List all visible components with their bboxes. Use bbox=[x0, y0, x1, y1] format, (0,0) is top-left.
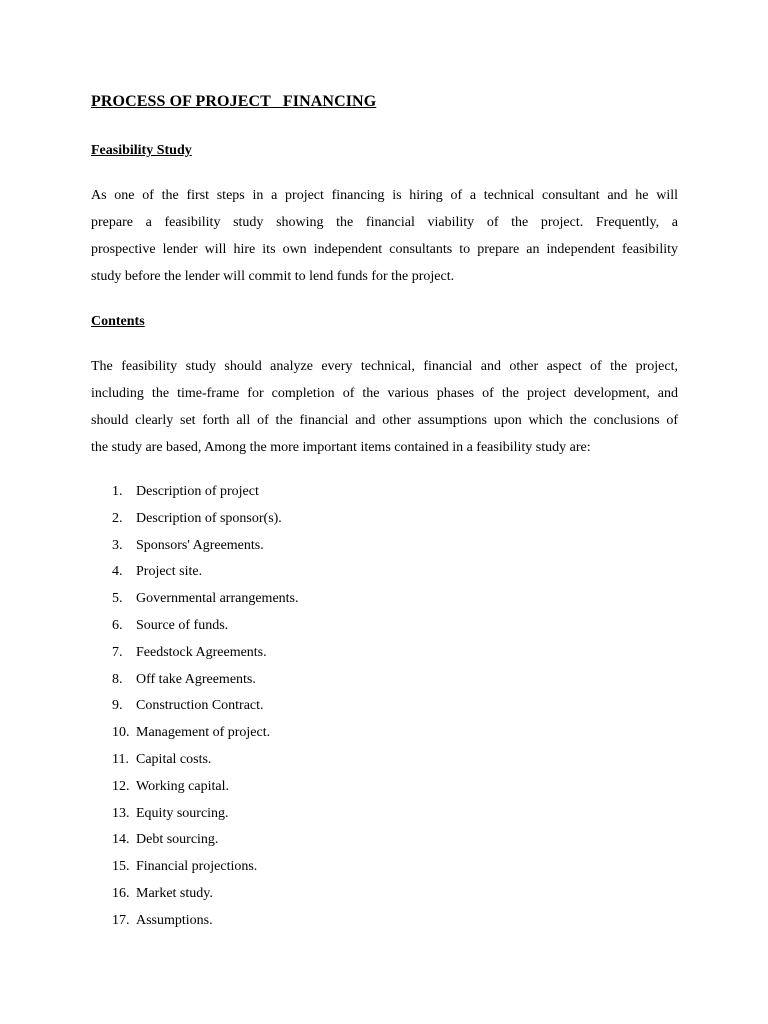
list-item bbox=[112, 723, 299, 750]
item-text: Construction Contract. bbox=[136, 698, 264, 714]
list-item bbox=[112, 804, 299, 831]
paragraph-line: including the time-frame for completion of the various phases of the project development, and bbox=[91, 386, 678, 401]
page-title: PROCESS OF PROJECT FINANCING bbox=[91, 93, 377, 110]
paragraph-line: The feasibility study should analyze every technical, financial and other aspect of the project, bbox=[91, 359, 678, 374]
list-item bbox=[112, 562, 299, 589]
item-number: 4. bbox=[112, 564, 123, 580]
item-number: 13. bbox=[112, 805, 130, 821]
section-heading-contents: Contents bbox=[91, 314, 145, 329]
item-text: Debt sourcing. bbox=[136, 832, 219, 848]
feasibility-study-paragraph bbox=[91, 185, 678, 293]
contents-paragraph bbox=[91, 356, 678, 464]
item-number: 1. bbox=[112, 484, 123, 499]
item-text: Description of project bbox=[136, 484, 259, 499]
item-text: Management of project. bbox=[136, 725, 271, 741]
list-item bbox=[112, 884, 299, 911]
item-text: Governmental arrangements. bbox=[136, 591, 299, 607]
item-text: Market study. bbox=[136, 885, 213, 901]
list-item bbox=[112, 643, 299, 670]
item-text: Working capital. bbox=[136, 778, 229, 794]
item-number: 6. bbox=[112, 617, 123, 633]
list-item bbox=[112, 616, 299, 643]
item-text: Assumptions. bbox=[136, 912, 213, 928]
item-number: 17. bbox=[112, 912, 130, 928]
feasibility-items-list bbox=[112, 482, 299, 938]
item-text: Financial projections. bbox=[136, 859, 258, 875]
list-item bbox=[112, 777, 299, 804]
item-text: Off take Agreements. bbox=[136, 671, 256, 687]
item-text: Source of funds. bbox=[136, 617, 229, 633]
paragraph-line: should clearly set forth all of the financial and other assumptions upon which the conclusions of bbox=[91, 413, 678, 428]
item-number: 8. bbox=[112, 671, 123, 687]
list-item bbox=[112, 536, 299, 563]
item-text: Project site. bbox=[136, 564, 203, 580]
paragraph-line: As one of the first steps in a project financing is hiring of a technical consultant and he will bbox=[91, 188, 678, 203]
list-item bbox=[112, 509, 299, 536]
list-item bbox=[112, 911, 299, 938]
item-number: 9. bbox=[112, 698, 123, 714]
item-text: Description of sponsor(s). bbox=[136, 510, 282, 526]
item-number: 7. bbox=[112, 644, 123, 660]
list-item bbox=[112, 482, 299, 509]
item-number: 12. bbox=[112, 778, 130, 794]
item-text: Sponsors' Agreements. bbox=[136, 537, 264, 553]
list-item bbox=[112, 670, 299, 697]
item-text: Feedstock Agreements. bbox=[136, 644, 267, 660]
list-item bbox=[112, 830, 299, 857]
paragraph-line: prospective lender will hire its own independent consultants to prepare an independent feasibility bbox=[91, 242, 678, 257]
item-number: 11. bbox=[112, 751, 129, 767]
list-item bbox=[112, 589, 299, 616]
list-item bbox=[112, 696, 299, 723]
paragraph-line: prepare a feasibility study showing the financial viability of the project. Frequently, a bbox=[91, 215, 678, 230]
section-heading-feasibility-study: Feasibility Study bbox=[91, 143, 192, 158]
list-item bbox=[112, 750, 299, 777]
item-number: 3. bbox=[112, 537, 123, 553]
item-number: 2. bbox=[112, 510, 123, 526]
item-text: Equity sourcing. bbox=[136, 805, 229, 821]
item-number: 16. bbox=[112, 885, 130, 901]
item-number: 14. bbox=[112, 832, 130, 848]
paragraph-line: the study are based, Among the more important items contained in a feasibility study are: bbox=[91, 440, 591, 455]
item-text: Capital costs. bbox=[136, 751, 212, 767]
item-number: 5. bbox=[112, 591, 123, 607]
list-item bbox=[112, 857, 299, 884]
item-number: 10. bbox=[112, 725, 130, 741]
item-number: 15. bbox=[112, 859, 130, 875]
paragraph-line: study before the lender will commit to lend funds for the project. bbox=[91, 269, 455, 284]
